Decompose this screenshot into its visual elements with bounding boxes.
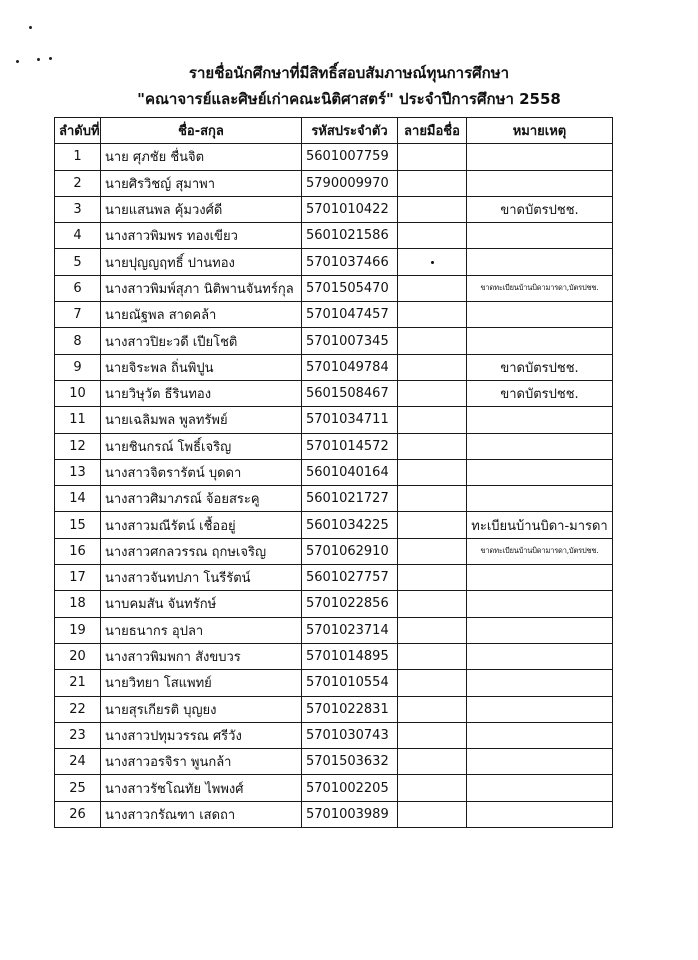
remark-cell: [467, 249, 613, 275]
student-name: นางสาวจิตรารัตน์ บุดดา: [101, 459, 302, 485]
row-number: 4: [55, 223, 101, 249]
table-row: [55, 328, 613, 354]
student-name: นายปุญญฤทธิ์ ปานทอง: [101, 249, 302, 275]
remark-cell: ทะเบียนบ้านบิดา-มารดา: [467, 512, 613, 538]
table-row: [55, 670, 613, 696]
student-name: นายเฉลิมพล พูลทรัพย์: [101, 407, 302, 433]
student-name: นายจิระพล ถิ่นพิปูน: [101, 354, 302, 380]
table-row: [55, 170, 613, 196]
signature-cell: [398, 775, 467, 801]
signature-cell: [398, 722, 467, 748]
student-id: 5701023714: [302, 617, 398, 643]
remark-cell: [467, 433, 613, 459]
row-number: 15: [55, 512, 101, 538]
row-number: 23: [55, 722, 101, 748]
student-id: 5601040164: [302, 459, 398, 485]
remark-cell: [467, 617, 613, 643]
student-name: นายสุรเกียรติ บุญยง: [101, 696, 302, 722]
table-row: [55, 354, 613, 380]
row-number: 12: [55, 433, 101, 459]
student-name: นางสาวศิมาภรณ์ จ้อยสระคู: [101, 486, 302, 512]
signature-cell: [398, 696, 467, 722]
student-id: 5601007759: [302, 144, 398, 170]
table-row: [55, 144, 613, 170]
student-name: นางสาวรัชโณทัย ไพพงศ์: [101, 775, 302, 801]
remark-cell: [467, 722, 613, 748]
signature-cell: [398, 617, 467, 643]
signature-cell: [398, 275, 467, 301]
student-id: 5701014572: [302, 433, 398, 459]
student-name: นางสาวปทุมวรรณ ศรีวัง: [101, 722, 302, 748]
student-name: นายวิทยา โสแพทย์: [101, 670, 302, 696]
student-name: นายศิรวิชญ์ สุมาพา: [101, 170, 302, 196]
student-name: นายชินกรณ์ โพธิ์เจริญ: [101, 433, 302, 459]
remark-cell: [467, 223, 613, 249]
table-row: [55, 459, 613, 485]
signature-cell: [398, 512, 467, 538]
signature-cell: [398, 749, 467, 775]
document-title: รายชื่อนักศึกษาที่มีสิทธิ์สอบสัมภาษณ์ทุนการศึกษา: [188, 64, 510, 82]
row-number: 8: [55, 328, 101, 354]
table-row: [55, 433, 613, 459]
student-name: นางสาวปิยะวดี เปียโชติ: [101, 328, 302, 354]
student-roster-table: [54, 117, 613, 828]
row-number: 24: [55, 749, 101, 775]
student-name: นางสาวพิมพร ทองเขียว: [101, 223, 302, 249]
table-row: [55, 591, 613, 617]
student-id: 5701030743: [302, 722, 398, 748]
signature-cell: [398, 302, 467, 328]
signature-cell: [398, 144, 467, 170]
remark-cell: [467, 670, 613, 696]
row-number: 14: [55, 486, 101, 512]
signature-cell: [398, 328, 467, 354]
table-row: [55, 696, 613, 722]
column-header-name: ชื่อ-สกุล: [101, 118, 302, 144]
row-number: 26: [55, 801, 101, 827]
student-name: นางสาวพิมพกา สังขบวร: [101, 643, 302, 669]
student-name: นายแสนพล คุ้มวงศ์ดี: [101, 196, 302, 222]
student-id: 5701049784: [302, 354, 398, 380]
student-id: 5601508467: [302, 380, 398, 406]
remark-cell: [467, 643, 613, 669]
row-number: 22: [55, 696, 101, 722]
student-name: นางสาวอรจิรา พูนกล้า: [101, 749, 302, 775]
row-number: 13: [55, 459, 101, 485]
remark-cell: ขาดทะเบียนบ้านบิดามารดา,บัตรปชช.: [467, 538, 613, 564]
remark-cell: [467, 328, 613, 354]
table-row: [55, 749, 613, 775]
student-id: 5701014895: [302, 643, 398, 669]
signature-cell: [398, 407, 467, 433]
remark-cell: ขาดบัตรปชช.: [467, 380, 613, 406]
table-row: [55, 801, 613, 827]
student-name: นายธนากร อุปลา: [101, 617, 302, 643]
remark-cell: [467, 749, 613, 775]
signature-cell: [398, 249, 467, 275]
table-row: [55, 722, 613, 748]
scan-speck: [49, 57, 52, 60]
remark-cell: [467, 801, 613, 827]
student-id: 5601034225: [302, 512, 398, 538]
student-id: 5701007345: [302, 328, 398, 354]
student-id: 5701034711: [302, 407, 398, 433]
remark-cell: ขาดบัตรปชช.: [467, 196, 613, 222]
table-row: [55, 643, 613, 669]
student-name: นายวิษุวัต ธีรินทอง: [101, 380, 302, 406]
table-row: [55, 302, 613, 328]
row-number: 20: [55, 643, 101, 669]
signature-cell: [398, 670, 467, 696]
row-number: 18: [55, 591, 101, 617]
student-name: นาย ศุภชัย ชื่นจิต: [101, 144, 302, 170]
student-id: 5701022831: [302, 696, 398, 722]
signature-cell: [398, 538, 467, 564]
column-header-number: ลำดับที่: [55, 118, 101, 144]
remark-cell: [467, 591, 613, 617]
student-name: นางสาวจันทปภา โนรีรัตน์: [101, 565, 302, 591]
remark-cell: [467, 486, 613, 512]
student-name: นางสาวศกลวรรณ ฤกษเจริญ: [101, 538, 302, 564]
remark-cell: [467, 459, 613, 485]
remark-cell: ขาดบัตรปชช.: [467, 354, 613, 380]
row-number: 6: [55, 275, 101, 301]
row-number: 3: [55, 196, 101, 222]
table-row: [55, 275, 613, 301]
row-number: 5: [55, 249, 101, 275]
student-id: 5601021586: [302, 223, 398, 249]
student-id: 5701002205: [302, 775, 398, 801]
student-id: 5790009970: [302, 170, 398, 196]
student-id: 5701022856: [302, 591, 398, 617]
student-name: นางสาวพิมพ์สุภา นิติพานจันทร์กุล: [101, 275, 302, 301]
signature-cell: [398, 801, 467, 827]
row-number: 11: [55, 407, 101, 433]
row-number: 16: [55, 538, 101, 564]
student-id: 5701037466: [302, 249, 398, 275]
table-row: [55, 196, 613, 222]
pen-mark: [431, 261, 434, 264]
student-id: 5701047457: [302, 302, 398, 328]
signature-cell: [398, 459, 467, 485]
row-number: 2: [55, 170, 101, 196]
student-name: นายณัฐพล สาดคล้า: [101, 302, 302, 328]
remark-cell: [467, 696, 613, 722]
student-id: 5701503632: [302, 749, 398, 775]
table-row: [55, 512, 613, 538]
row-number: 21: [55, 670, 101, 696]
row-number: 10: [55, 380, 101, 406]
student-name: นางสาวกรัณฑา เสดถา: [101, 801, 302, 827]
remark-cell: [467, 144, 613, 170]
signature-cell: [398, 354, 467, 380]
row-number: 25: [55, 775, 101, 801]
signature-cell: [398, 433, 467, 459]
remark-cell: [467, 775, 613, 801]
signature-cell: [398, 643, 467, 669]
table-row: [55, 617, 613, 643]
student-id: 5701505470: [302, 275, 398, 301]
student-id: 5701010554: [302, 670, 398, 696]
table-header-row: [55, 118, 613, 144]
row-number: 19: [55, 617, 101, 643]
row-number: 17: [55, 565, 101, 591]
table-row: [55, 380, 613, 406]
student-id: 5701062910: [302, 538, 398, 564]
student-id: 5601021727: [302, 486, 398, 512]
signature-cell: [398, 591, 467, 617]
table-row: [55, 407, 613, 433]
signature-cell: [398, 196, 467, 222]
row-number: 9: [55, 354, 101, 380]
student-name: นาบคมสัน จันทรักษ์: [101, 591, 302, 617]
signature-cell: [398, 170, 467, 196]
scan-speck: [29, 26, 32, 29]
remark-cell: [467, 170, 613, 196]
remark-cell: [467, 407, 613, 433]
table-row: [55, 775, 613, 801]
student-name: นางสาวมณีรัตน์ เชื้ออยู่: [101, 512, 302, 538]
table-row: [55, 565, 613, 591]
row-number: 1: [55, 144, 101, 170]
column-header-signature: ลายมือชื่อ: [398, 118, 467, 144]
student-id: 5601027757: [302, 565, 398, 591]
table-row: [55, 249, 613, 275]
row-number: 7: [55, 302, 101, 328]
table-row: [55, 538, 613, 564]
signature-cell: [398, 380, 467, 406]
student-id: 5701003989: [302, 801, 398, 827]
table-row: [55, 486, 613, 512]
remark-cell: [467, 302, 613, 328]
signature-cell: [398, 565, 467, 591]
document-subtitle: "คณาจารย์และศิษย์เก่าคณะนิติศาสตร์" ประจำปีการศึกษา 2558: [137, 90, 561, 108]
column-header-remarks: หมายเหตุ: [467, 118, 613, 144]
scan-speck: [37, 58, 40, 61]
table-row: [55, 223, 613, 249]
signature-cell: [398, 223, 467, 249]
remark-cell: ขาดทะเบียนบ้านบิดามารดา,บัตรปชช.: [467, 275, 613, 301]
student-id: 5701010422: [302, 196, 398, 222]
remark-cell: [467, 565, 613, 591]
column-header-student-id: รหัสประจำตัว: [302, 118, 398, 144]
signature-cell: [398, 486, 467, 512]
